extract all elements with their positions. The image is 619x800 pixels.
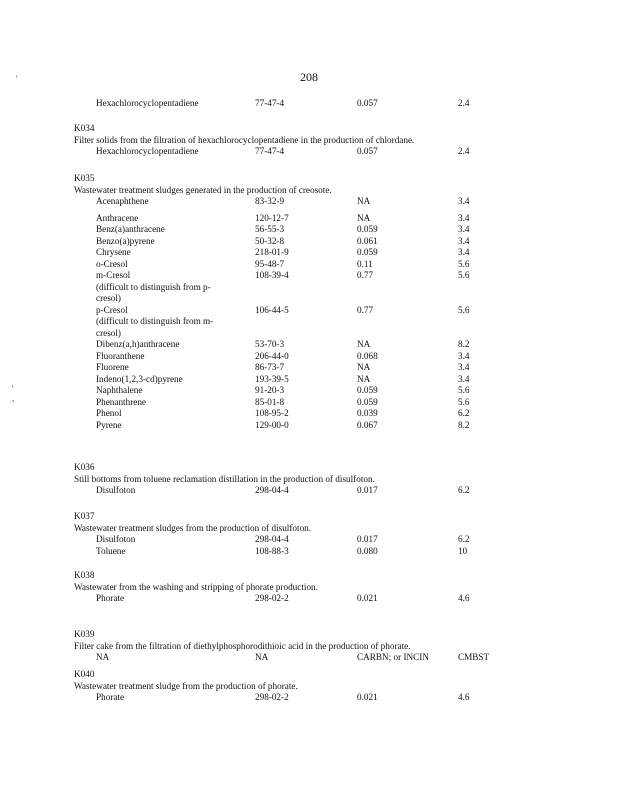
waste-code: K037 [74, 511, 95, 521]
nonwastewater-standard: 5.6 [458, 258, 470, 269]
wastewater-standard: NA [357, 373, 371, 384]
margin-mark: ' [12, 384, 14, 394]
cas-number: 206-44-0 [255, 350, 289, 361]
wastewater-standard: 0.77 [357, 304, 374, 315]
waste-code: K034 [74, 123, 95, 133]
waste-code: K040 [74, 669, 95, 679]
constituent-name: Phenanthrene [96, 396, 147, 407]
nonwastewater-standard: 6.2 [458, 534, 470, 544]
constituent-name: Phenol [96, 408, 122, 418]
nonwastewater-standard: CMBST [458, 652, 490, 662]
waste-description: Wastewater treatment sludge from the production of phorate. [74, 680, 298, 691]
nonwastewater-standard: 10 [458, 545, 468, 556]
nonwastewater-standard: 3.4 [458, 224, 470, 234]
wastewater-standard: 0.77 [357, 270, 374, 280]
constituent-note: cresol) [96, 327, 121, 338]
wastewater-standard: 0.039 [357, 408, 378, 418]
cas-number: NA [255, 652, 269, 662]
constituent-name: Fluoranthene [96, 350, 145, 361]
cas-number: 83-32-9 [255, 196, 285, 206]
waste-description: Wastewater from the washing and stripping of phorate production. [74, 581, 318, 592]
waste-code: K039 [74, 629, 95, 639]
nonwastewater-standard: 3.4 [458, 235, 470, 246]
wastewater-standard: 0.061 [357, 235, 378, 246]
constituent-name: NA [96, 652, 110, 662]
constituent-name: Pyrene [96, 419, 122, 430]
cas-number: 56-55-3 [255, 224, 285, 234]
cas-number: 298-04-4 [255, 534, 289, 544]
page-number: 208 [300, 70, 318, 84]
constituent-name: Hexachlorocyclopentadiene [96, 98, 199, 108]
cas-number: 298-02-2 [255, 692, 289, 702]
wastewater-standard: 0.017 [357, 485, 378, 495]
cas-number: 218-01-9 [255, 247, 289, 257]
nonwastewater-standard: 6.2 [458, 408, 470, 418]
cas-number: 86-73-7 [255, 362, 285, 372]
nonwastewater-standard: 3.4 [458, 196, 470, 206]
waste-description: Still bottoms from toluene reclamation distillation in the production of disulfoton. [74, 473, 375, 484]
constituent-name: Toluene [96, 545, 126, 556]
cas-number: 298-02-2 [255, 593, 289, 603]
nonwastewater-standard: 5.6 [458, 304, 470, 315]
nonwastewater-standard: 5.6 [458, 270, 470, 280]
constituent-name: Dibenz(a,h)anthracene [96, 339, 180, 349]
wastewater-standard: 0.067 [357, 419, 378, 430]
wastewater-standard: 0.057 [357, 98, 378, 108]
cas-number: 77-47-4 [255, 98, 285, 108]
nonwastewater-standard: 3.4 [458, 373, 470, 384]
nonwastewater-standard: 6.2 [458, 485, 470, 495]
cas-number: 298-04-4 [255, 485, 289, 495]
nonwastewater-standard: 3.4 [458, 247, 470, 257]
cas-number: 193-39-5 [255, 373, 289, 384]
wastewater-standard: 0.059 [357, 247, 378, 257]
wastewater-standard: 0.11 [357, 258, 373, 269]
cas-number: 50-32-8 [255, 235, 285, 246]
wastewater-standard: 0.017 [357, 534, 378, 544]
nonwastewater-standard: 3.4 [458, 350, 470, 361]
constituent-name: Hexachlorocyclopentadiene [96, 146, 199, 156]
wastewater-standard: 0.057 [357, 146, 378, 156]
nonwastewater-standard: 4.6 [458, 692, 470, 702]
waste-code: K035 [74, 173, 95, 183]
constituent-name: Disulfoton [96, 485, 136, 495]
cas-number: 85-01-8 [255, 396, 285, 407]
cas-number: 129-00-0 [255, 419, 289, 430]
margin-mark: ' [16, 74, 18, 84]
cas-number: 53-70-3 [255, 339, 285, 349]
nonwastewater-standard: 8.2 [458, 419, 470, 430]
nonwastewater-standard: 3.4 [458, 362, 470, 372]
wastewater-standard: 0.059 [357, 396, 378, 407]
margin-mark: , [12, 393, 15, 403]
wastewater-standard: NA [357, 212, 371, 223]
constituent-note: cresol) [96, 293, 121, 303]
constituent-name: p-Cresol [96, 304, 128, 315]
wastewater-standard: NA [357, 196, 371, 206]
wastewater-standard: 0.021 [357, 692, 378, 702]
nonwastewater-standard: 4.6 [458, 593, 470, 603]
waste-code: K036 [74, 462, 95, 472]
constituent-name: Naphthalene [96, 385, 143, 395]
constituent-name: Benzo(a)pyrene [96, 235, 155, 246]
constituent-name: m-Cresol [96, 270, 131, 280]
nonwastewater-standard: 2.4 [458, 98, 470, 108]
constituent-note: (difficult to distinguish from m- [96, 316, 214, 326]
wastewater-standard: 0.080 [357, 545, 378, 556]
cas-number: 95-48-7 [255, 258, 285, 269]
cas-number: 108-95-2 [255, 408, 289, 418]
wastewater-standard: 0.059 [357, 385, 378, 395]
cas-number: 91-20-3 [255, 385, 285, 395]
constituent-name: Phorate [96, 593, 125, 603]
wastewater-standard: CARBN; or INCIN [357, 652, 429, 662]
nonwastewater-standard: 3.4 [458, 212, 470, 223]
waste-description: Wastewater treatment sludges from the production of disulfoton. [74, 522, 312, 533]
nonwastewater-standard: 8.2 [458, 339, 470, 349]
constituent-name: Anthracene [96, 212, 139, 223]
cas-number: 108-88-3 [255, 545, 289, 556]
cas-number: 120-12-7 [255, 212, 289, 223]
wastewater-standard: 0.059 [357, 224, 378, 234]
waste-description: Filter cake from the filtration of diethylphosphorodithioic acid in the production of phorate. [74, 640, 411, 651]
constituent-note: (difficult to distinguish from p- [96, 281, 211, 292]
nonwastewater-standard: 2.4 [458, 146, 470, 156]
cas-number: 108-39-4 [255, 270, 289, 280]
waste-code: K038 [74, 570, 95, 580]
nonwastewater-standard: 5.6 [458, 396, 470, 407]
constituent-name: Disulfoton [96, 534, 136, 544]
wastewater-standard: 0.068 [357, 350, 378, 361]
constituent-name: Indeno(1,2,3-cd)pyrene [96, 373, 183, 384]
cas-number: 106-44-5 [255, 304, 289, 315]
constituent-name: Chrysene [96, 247, 131, 257]
constituent-name: Acenaphthene [96, 196, 149, 206]
waste-description: Filter solids from the filtration of hexachlorocyclopentadiene in the production of chlordane. [74, 134, 415, 145]
nonwastewater-standard: 5.6 [458, 385, 470, 395]
constituent-name: Benz(a)anthracene [96, 224, 165, 234]
wastewater-standard: NA [357, 339, 371, 349]
cas-number: 77-47-4 [255, 146, 285, 156]
constituent-name: o-Cresol [96, 258, 128, 269]
constituent-name: Fluorene [96, 362, 129, 372]
constituent-name: Phorate [96, 692, 125, 702]
wastewater-standard: 0.021 [357, 593, 378, 603]
waste-description: Wastewater treatment sludges generated in the production of creosote. [74, 184, 332, 195]
wastewater-standard: NA [357, 362, 371, 372]
